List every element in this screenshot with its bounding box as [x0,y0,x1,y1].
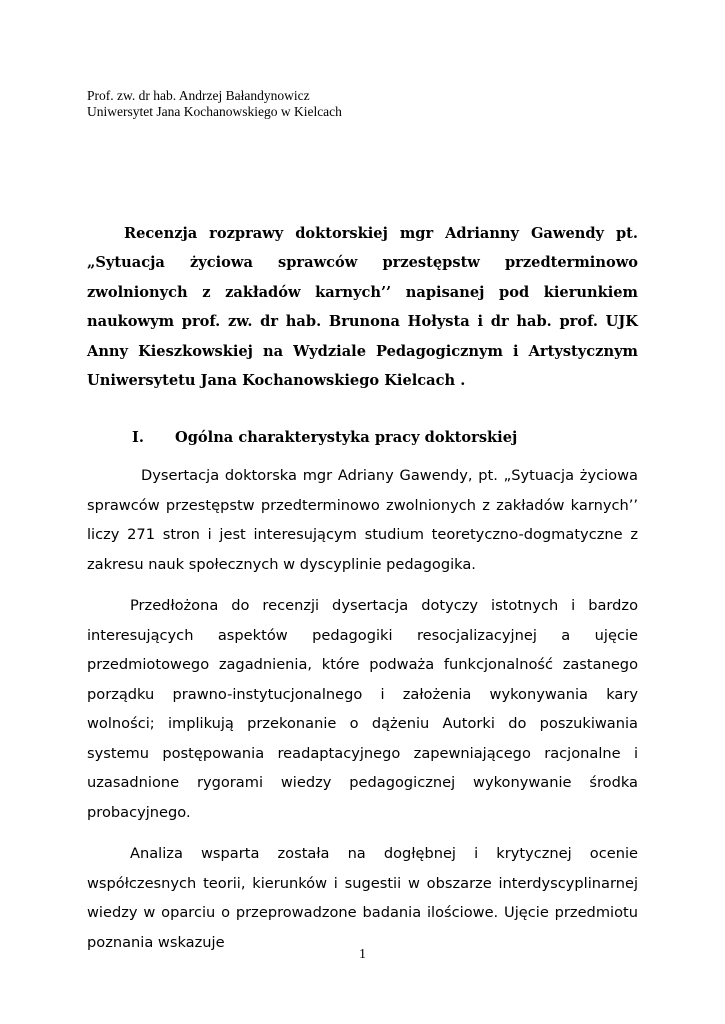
page-number: 1 [359,947,366,962]
section-heading [132,428,517,448]
author-block [87,88,342,120]
section-number: I. [132,429,144,446]
body-text [87,461,638,969]
paragraph: Dysertacja doktorska mgr Adriany Gawendy, pt. „Sytuacja życiowa sprawców przestępstw przedterminowo zwolnionych z zakładów karnych’’ liczy 271 stron i jest interesującym studium teoretyczno-dogmatyczne z zakresu nauk społecznych w dyscyplinie pedagogika. [87,467,638,573]
section-title: Ogólna charakterystyka pracy doktorskiej [175,429,518,446]
review-title: Recenzja rozprawy doktorskiej mgr Adrianny Gawendy pt. „Sytuacja życiowa sprawców przestępstw przedterminowo zwolnionych z zakładów karnych’’ napisanej pod kierunkiem naukowym prof. zw. dr hab. Brunona Hołysta i dr hab. prof. UJK Anny Kieszkowskiej na Wydziale Pedagogicznym i Artystycznym Uniwersytetu Jana Kochanowskiego Kielcach . [87,225,638,390]
author-affiliation: Uniwersytet Jana Kochanowskiego w Kielcach [87,104,342,119]
author-name: Prof. zw. dr hab. Andrzej Bałandynowicz [87,88,310,103]
paragraph: Analiza wsparta została na dogłębnej i krytycznej ocenie współczesnych teorii, kierunków i sugestii w obszarze interdyscyplinarnej wiedzy w oparciu o przeprowadzone badania ilościowe. Ujęcie przedmiotu poznania wskazuje [87,845,638,951]
paragraph: Przedłożona do recenzji dysertacja dotyczy istotnych i bardzo interesujących aspektów pedagogiki resocjalizacyjnej a ujęcie przedmiotowego zagadnienia, które podważa funkcjonalność zastanego porządku prawno-instytucjonalnego i założenia wykonywania kary wolności; implikują przekonanie o dążeniu Autorki do poszukiwania systemu postępowania readaptacyjnego zapewniającego racjonalne i uzasadnione rygorami wiedzy pedagogicznej wykonywanie środka probacyjnego. [87,597,638,821]
